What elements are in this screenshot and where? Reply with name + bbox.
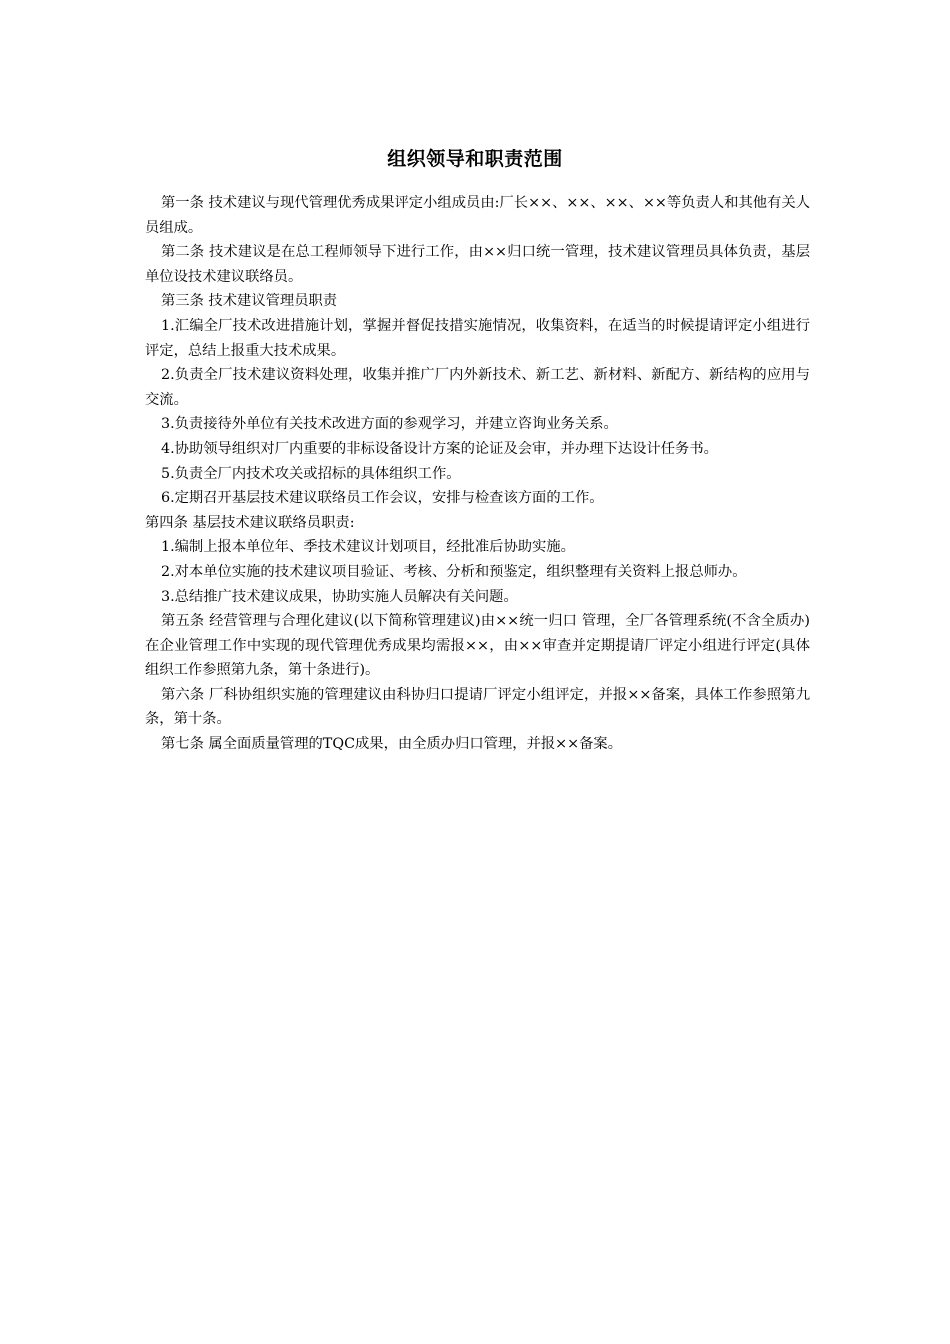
article-5: 第五条 经营管理与合理化建议(以下简称管理建议)由××统一归口 管理，全厂各管理系统(不含全质办)在企业管理工作中实现的现代管理优秀成果均需报××，由××审查并定期提请厂评定小组进行评定(具体组织工作参照第九条，第十条进行)。 bbox=[145, 613, 810, 679]
article-3-item-2: 2.负责全厂技术建议资料处理，收集并推广厂内外新技术、新工艺、新材料、新配方、新结构的应用与交流。 bbox=[145, 367, 810, 408]
article-1: 第一条 技术建议与现代管理优秀成果评定小组成员由:厂长××、××、××、××等负责人和其他有关人员组成。 bbox=[145, 195, 810, 236]
article-4-item-3: 3.总结推广技术建议成果，协助实施人员解决有关问题。 bbox=[161, 588, 518, 605]
article-4-item-2: 2.对本单位实施的技术建议项目验证、考核、分析和预鉴定，组织整理有关资料上报总师办。 bbox=[161, 563, 747, 580]
article-2: 第二条 技术建议是在总工程师领导下进行工作，由××归口统一管理，技术建议管理员具体负责，基层单位设技术建议联络员。 bbox=[145, 244, 810, 285]
document-title: 组织领导和职责范围 bbox=[387, 148, 563, 170]
article-4-item-1: 1.编制上报本单位年、季技术建议计划项目，经批准后协助实施。 bbox=[161, 539, 575, 556]
article-3-item-5: 5.负责全厂内技术攻关或招标的具体组织工作。 bbox=[161, 465, 461, 482]
article-4-heading: 第四条 基层技术建议联络员职责: bbox=[145, 514, 355, 531]
document-body bbox=[145, 191, 810, 757]
article-3-item-4: 4.协助领导组织对厂内重要的非标设备设计方案的论证及会审，并办理下达设计任务书。 bbox=[161, 440, 718, 457]
article-6: 第六条 厂科协组织实施的管理建议由科协归口提请厂评定小组评定，并报××备案，具体工作参照第九条，第十条。 bbox=[145, 686, 810, 728]
article-3-item-1: 1.汇编全厂技术改进措施计划，掌握并督促技措实施情况，收集资料，在适当的时候提请评定小组进行评定，总结上报重大技术成果。 bbox=[145, 317, 810, 359]
article-3-item-3: 3.负责接待外单位有关技术改进方面的参观学习，并建立咨询业务关系。 bbox=[161, 416, 618, 433]
article-3-heading: 第三条 技术建议管理员职责 bbox=[161, 293, 338, 310]
article-3-item-6: 6.定期召开基层技术建议联络员工作会议，安排与检查该方面的工作。 bbox=[161, 490, 604, 507]
article-7: 第七条 属全面质量管理的TQC成果，由全质办归口管理，并报××备案。 bbox=[161, 736, 623, 753]
